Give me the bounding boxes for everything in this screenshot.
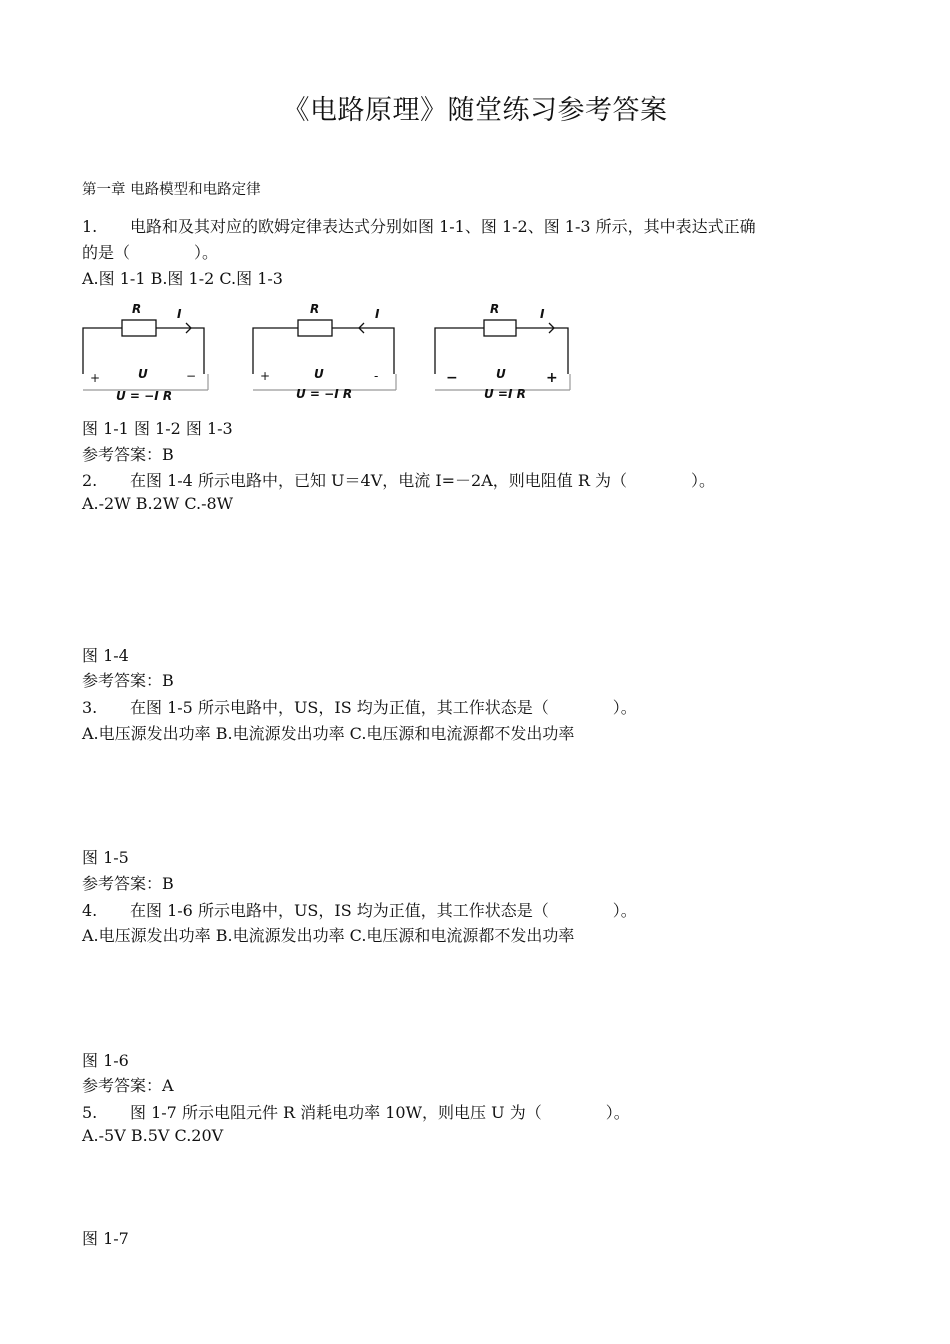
- current-label: I: [375, 307, 380, 321]
- question-2-stem: 在图 1-4 所示电路中，已知 U＝4V，电流 I=－2A，则电阻值 R 为（ ）。: [130, 471, 716, 490]
- resistor-symbol: [484, 320, 516, 336]
- current-label: I: [540, 307, 545, 321]
- question-3-stem: 在图 1-5 所示电路中，US，IS 均为正值，其工作状态是（ ）。: [130, 698, 637, 717]
- ohm-law-formula: U =I R: [484, 387, 526, 401]
- question-4-text: [82, 898, 637, 921]
- resistor-symbol: [298, 320, 332, 336]
- minus-sign: -: [374, 369, 379, 383]
- page-title: 《电路原理》随堂练习参考答案: [282, 95, 668, 126]
- figure-caption-3: 图 1-5: [82, 848, 129, 867]
- plus-sign: +: [90, 371, 101, 385]
- voltage-label: U: [314, 367, 324, 381]
- current-label: I: [177, 307, 182, 321]
- figure-1-2: [250, 298, 400, 402]
- minus-sign: −: [186, 369, 197, 383]
- question-1-options: A.图 1-1 B.图 1-2 C.图 1-3: [82, 269, 283, 288]
- answer-2: 参考答案：B: [82, 671, 174, 690]
- minus-sign: −: [446, 370, 458, 386]
- figure-1-3: [432, 298, 574, 402]
- question-5-text: [82, 1100, 630, 1123]
- figure-1-1: [80, 298, 212, 402]
- figure-caption-5: 图 1-7: [82, 1229, 129, 1248]
- question-1-text: [82, 214, 756, 237]
- question-5-options: A.-5V B.5V C.20V: [82, 1126, 224, 1145]
- question-3-number: 3.: [82, 698, 98, 717]
- answer-4: 参考答案：A: [82, 1076, 174, 1095]
- question-2-text: [82, 468, 715, 491]
- answer-1: 参考答案：B: [82, 445, 174, 464]
- ohm-law-formula: U = −I R: [296, 387, 353, 401]
- ohm-law-formula: U = −I R: [116, 389, 173, 403]
- question-5-number: 5.: [82, 1103, 98, 1122]
- voltage-label: U: [138, 367, 148, 381]
- question-1-stem-line1: 电路和及其对应的欧姆定律表达式分别如图 1-1、图 1-2、图 1-3 所示，其中表达式正确: [130, 217, 756, 236]
- resistor-label: R: [490, 302, 500, 316]
- plus-sign: +: [260, 369, 271, 383]
- question-4-stem: 在图 1-6 所示电路中，US，IS 均为正值，其工作状态是（ ）。: [130, 901, 637, 920]
- resistor-label: R: [132, 302, 142, 316]
- figure-caption-1: 图 1-1 图 1-2 图 1-3: [82, 419, 233, 438]
- question-1-number: 1.: [82, 217, 98, 236]
- question-3-options: A.电压源发出功率 B.电流源发出功率 C.电压源和电流源都不发出功率: [82, 724, 575, 743]
- question-1-stem-line2: 的是（ ）。: [82, 243, 219, 262]
- resistor-label: R: [310, 302, 320, 316]
- question-2-number: 2.: [82, 471, 98, 490]
- voltage-label: U: [496, 367, 506, 381]
- question-4-options: A.电压源发出功率 B.电流源发出功率 C.电压源和电流源都不发出功率: [82, 926, 575, 945]
- question-5-stem: 图 1-7 所示电阻元件 R 消耗电功率 10W，则电压 U 为（ ）。: [130, 1103, 630, 1122]
- plus-sign: +: [546, 370, 558, 386]
- question-2-options: A.-2W B.2W C.-8W: [82, 494, 234, 513]
- figure-caption-2: 图 1-4: [82, 646, 129, 665]
- figure-caption-4: 图 1-6: [82, 1051, 129, 1070]
- answer-3: 参考答案：B: [82, 874, 174, 893]
- chapter-heading: 第一章 电路模型和电路定律: [82, 182, 261, 198]
- question-4-number: 4.: [82, 901, 98, 920]
- resistor-symbol: [122, 320, 156, 336]
- question-3-text: [82, 695, 637, 718]
